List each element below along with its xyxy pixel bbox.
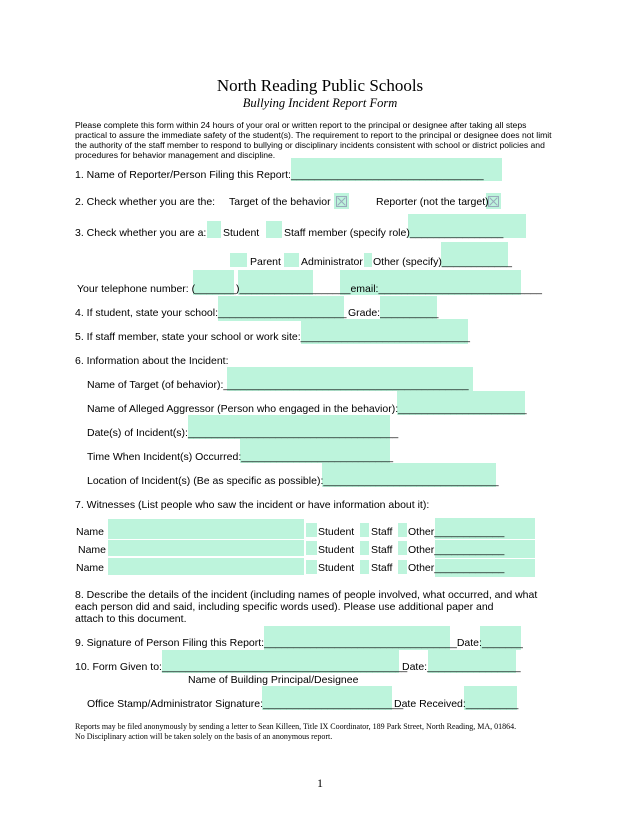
target-checkbox[interactable] <box>334 193 349 209</box>
q3-staff-underline: ________________ <box>409 227 504 239</box>
phone-label: Your telephone number: ( <box>77 283 196 295</box>
intro-line: the authority of the staff member to respond to bullying or disciplinary incidents consistent with school or district policies and <box>75 140 545 150</box>
q10-underline: __________________________________________ <box>161 661 408 673</box>
q6-dates-row <box>87 427 398 439</box>
page-number: 1 <box>317 776 323 790</box>
q6-dates-underline: ____________________________________ <box>187 427 399 439</box>
page-title: North Reading Public Schools <box>216 76 424 95</box>
phone-row <box>77 283 542 295</box>
witness-3-other-label: Other <box>408 562 435 574</box>
q3-other-underline: ____________ <box>441 256 512 268</box>
witness-1-staff-checkbox[interactable] <box>360 523 369 537</box>
q5-label: 5. If staff member, state your school or work site: <box>75 331 301 343</box>
q9-row <box>75 637 523 649</box>
q10-date-row <box>402 661 521 673</box>
q6-location-underline: ______________________________ <box>323 475 499 487</box>
q6-aggressor-underline: ______________________ <box>398 403 527 415</box>
q6-time-row <box>87 451 393 463</box>
witness-2-other-row <box>408 544 504 556</box>
q6-location-row <box>87 475 499 487</box>
q9-date-label: Date: <box>456 637 482 649</box>
checkbox-icon <box>336 196 347 207</box>
q6-aggressor-label: Name of Alleged Aggressor (Person who engaged in the behavior): <box>87 403 399 415</box>
q8-line: each person did and said, including specific words used). Please use additional paper and <box>75 601 494 613</box>
q4-label: 4. If student, state your school: <box>75 307 218 319</box>
q8-line: 8. Describe the details of the incident (including names of people involved, what occurred, and what <box>75 589 538 601</box>
witness-1-other-checkbox[interactable] <box>398 523 407 537</box>
parent-checkbox[interactable] <box>230 253 247 267</box>
witness-3-other-row <box>408 562 504 574</box>
witness-1-student-label: Student <box>318 526 355 538</box>
q9-label: 9. Signature of Person Filing this Report: <box>75 637 265 649</box>
witness-1-staff-label: Staff <box>371 526 393 538</box>
intro-line: procedures for behavior management and discipline. <box>75 150 276 160</box>
witness-3-name-field[interactable] <box>108 558 304 575</box>
witness-2-other-label: Other <box>408 544 435 556</box>
email-underline: ____________________________ <box>378 283 542 295</box>
q9-underline: _________________________________ <box>264 637 457 649</box>
email-label: email: <box>350 283 379 295</box>
witness-2-other-underline: ____________ <box>434 544 505 556</box>
q10-label: 10. Form Given to: <box>75 661 162 673</box>
q4-underline: ______________________ <box>218 307 347 319</box>
q10-sublabel: Name of Building Principal/Designee <box>188 674 359 686</box>
grade-underline: __________ <box>380 307 439 319</box>
phone-underline: _______)___________________ <box>195 283 351 295</box>
witness-3-student-checkbox[interactable] <box>306 560 317 574</box>
q2-target-label: Target of the behavior <box>229 196 331 208</box>
q3-label: 3. Check whether you are a: <box>75 227 207 239</box>
checkbox-icon <box>488 196 499 207</box>
footer-line: Reports may be filed anonymously by sending a letter to Sean Killeen, Title IX Coordinator, 189 Park Street, North Reading, MA, 01864. <box>75 722 517 731</box>
q3-other-label: Other (specify) <box>373 256 442 268</box>
q1-underline: _________________________________ <box>290 169 484 181</box>
q9-date-underline: _______ <box>481 637 523 649</box>
q6-time-underline: __________________________ <box>241 451 394 463</box>
stamp-underline: ________________________ <box>263 698 404 710</box>
witness-3-staff-label: Staff <box>371 562 393 574</box>
q8-line: attach to this document. <box>75 613 187 625</box>
q6-aggressor-row <box>87 403 527 415</box>
footer-line: No Disciplinary action will be taken solely on the basis of an anonymous report. <box>75 732 333 741</box>
q2-label: 2. Check whether you are the: <box>75 196 216 208</box>
q6-time-label: Time When Incident(s) Occurred: <box>87 451 242 463</box>
other-checkbox[interactable] <box>364 253 372 267</box>
q6-target-underline: __________________________________________ <box>223 379 469 391</box>
witness-2-other-checkbox[interactable] <box>398 541 407 555</box>
stamp-row <box>87 698 403 710</box>
q6-location-label: Location of Incident(s) (Be as specific as possible): <box>87 475 324 487</box>
q2-reporter-label: Reporter (not the target) <box>376 196 489 208</box>
student-checkbox[interactable] <box>207 221 221 238</box>
q6-dates-label: Date(s) of Incident(s): <box>87 427 188 439</box>
witness-1-name-field[interactable] <box>108 519 304 539</box>
date-received-row <box>394 698 518 710</box>
witness-2-student-checkbox[interactable] <box>306 541 317 555</box>
intro-line: Please complete this form within 24 hours of your oral or written report to the principal or designee after taking all steps <box>75 120 527 130</box>
witness-3-other-underline: ____________ <box>434 562 505 574</box>
witness-1-other-underline: ____________ <box>434 526 505 538</box>
witness-3-student-label: Student <box>318 562 355 574</box>
q3-admin-label: Administrator <box>301 256 363 268</box>
q1-row <box>75 169 484 181</box>
q1-label: 1. Name of Reporter/Person Filing this Report: <box>75 169 291 181</box>
q4-row <box>75 307 346 319</box>
witness-1-name-label: Name <box>76 526 105 538</box>
witness-1-student-checkbox[interactable] <box>306 523 317 537</box>
witness-2-staff-checkbox[interactable] <box>360 541 369 555</box>
q3-staff-label: Staff member (specify role) <box>284 227 410 239</box>
staff-member-checkbox[interactable] <box>266 221 282 238</box>
witness-2-name-field[interactable] <box>108 540 304 556</box>
witness-2-student-label: Student <box>318 544 355 556</box>
q10-date-underline: ________________ <box>427 661 521 673</box>
intro-line: practical to assure the immediate safety of the student(s). The requirement to report to the principal or designee does not limit <box>75 130 552 140</box>
stamp-label: Office Stamp/Administrator Signature: <box>87 698 264 710</box>
q10-date-label: Date: <box>402 661 428 673</box>
administrator-checkbox[interactable] <box>284 253 299 267</box>
q6-target-row <box>87 379 469 391</box>
date-received-underline: _________ <box>465 698 519 710</box>
q3-parent-label: Parent <box>250 256 281 268</box>
witness-2-name-label: Name <box>78 544 107 556</box>
witness-3-name-label: Name <box>76 562 105 574</box>
page-subtitle: Bullying Incident Report Form <box>242 96 398 110</box>
witness-1-other-row <box>408 526 504 538</box>
q5-underline: _____________________________ <box>300 331 471 343</box>
witness-2-staff-label: Staff <box>371 544 393 556</box>
q3-other-row <box>373 256 512 268</box>
q6-label: 6. Information about the Incident: <box>75 355 229 367</box>
q6-target-label: Name of Target (of behavior): <box>87 379 224 391</box>
q3-staff-row <box>284 227 503 239</box>
q5-row <box>75 331 470 343</box>
q10-row <box>75 661 407 673</box>
q7-label: 7. Witnesses (List people who saw the incident or have information about it): <box>75 499 430 511</box>
witness-1-other-label: Other <box>408 526 435 538</box>
grade-row <box>348 307 439 319</box>
q3-student-label: Student <box>223 227 260 239</box>
date-received-label: Date Received: <box>394 698 466 710</box>
witness-3-staff-checkbox[interactable] <box>360 560 369 574</box>
witness-3-other-checkbox[interactable] <box>398 560 407 574</box>
grade-label: Grade: <box>348 307 381 319</box>
